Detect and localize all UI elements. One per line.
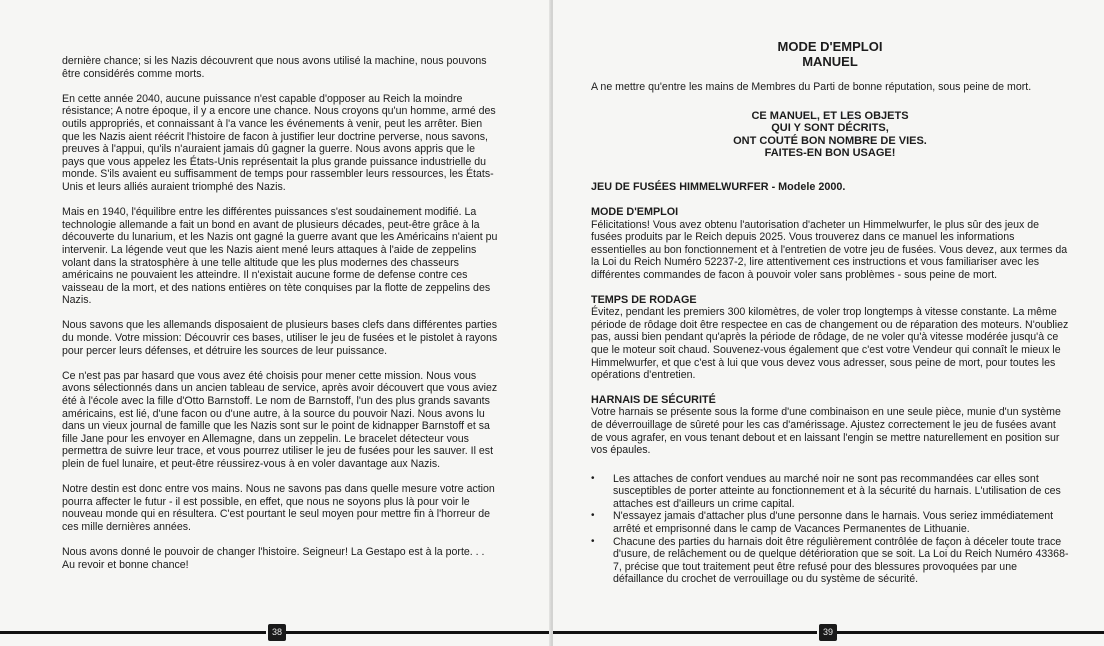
paragraph: Nous savons que les allemands disposaient de plusieurs bases clefs dans différentes parties du monde. Votre mission: Découvrir ces bases, utiliser le jeu de fusées et le pistolet à rayons pour percer leurs défenses, et détruire les sources de leur puissance. <box>62 319 498 357</box>
paragraph: dernière chance; si les Nazis découvrent que nous avons utilisé la machine, nous pouvons être considérés comme morts. <box>62 55 487 80</box>
footer-rule-left <box>553 631 817 634</box>
left-page <box>0 0 551 646</box>
list-item: • N'essayez jamais d'attacher plus d'une personne dans le harnais. Vous seriez immédiatement arrêté et emprisonné dans le camp de Vacances Permanentes de Lithuanie. <box>591 510 1069 535</box>
section-heading-rodage: TEMPS DE RODAGE <box>591 293 697 306</box>
product-heading: JEU DE FUSÉES HIMMELWURFER - Modele 2000. <box>591 181 846 194</box>
footer-rule-left <box>0 631 266 634</box>
footer-rule-right <box>837 631 1104 634</box>
right-page-text <box>591 40 1069 586</box>
warning-line: CE MANUEL, ET LES OBJETS <box>751 109 909 122</box>
footer-rule-right <box>286 631 549 634</box>
manual-subtitle: MANUEL <box>802 53 858 69</box>
paragraph: Notre destin est donc entre vos mains. Nous ne savons pas dans quelle mesure votre action pourra affecter le futur - il est possible, en effet, que nous ne soyons plus là pour voir le nouveau monde qui en résultera. C'est pourtant le seul moyen pour mettre fin à l'horreur de ces mille dernières années. <box>62 483 495 533</box>
warning-line: QUI Y SONT DÉCRITS, <box>771 122 889 135</box>
section-body: Félicitations! Vous avez obtenu l'autorisation d'acheter un Himmelwurfer, le plus sûr des jeux de fusées produits par le Reich depuis 2025. Vous trouverez dans ce manuel les informations essentielles au bon fonctionnement et à l'entretien de votre jeu de fusées. Vous devez, aux termes da la Loi du Reich Numéro 52237-2, lire attentivement ces instructions et vous familiariser avec les différentes commandes de facon à pouvoir voler sans problèmes - sous peine de mort. <box>591 218 1068 281</box>
left-page-text <box>62 55 498 584</box>
section-body: Évitez, pendant les premiers 300 kilomètres, de voler trop longtemps à vitesse constante. La même période de rôdage doit être respectee en cas de changement ou de réparation des moteurs. N'oubliez pas, aussi bien pendant qu'après la période de rôdage, de ne voler qu'à vitesse modérée jusqu'à ce que le moteur soit chaud. Souvenez-vous également que c'est votre Vendeur qui connaît le mieux le Himmelwurfer, et que c'est à lui que vous devez vous adresser, sous peine de mort, pour toutes les opérations d'entretien. <box>591 306 1069 382</box>
manual-title: MODE D'EMPLOI <box>777 39 883 54</box>
list-item: • Chacune des parties du harnais doit être régulièrement contrôlée de façon à déceler toute trace d'usure, de relâchement ou de quelque détérioration que se soit. La Loi du Reich Numéro 43368-7, précise que tout traitement peut être refusé pour des blessures provoquées par une défaillance du crochet de verrouillage ou du système de sécurité. <box>591 536 1069 586</box>
paragraph: En cette année 2040, aucune puissance n'est capable d'opposer au Reich la moindre résistance; A notre époque, il y a encore une chance. Nous croyons qu'un homme, armé des outils appropriés, et connaissant à l'a vance les événements à venir, peut les arrêter. Bien que les Nazis aient réécrit l'histoire de facon à justifier leur doctrine perverse, nous savons, preuves à l'appui, qu'ils n'auraient jamais dû gagner la guerre. Nous avons appris que le pays que vous appelez les États-Unis représentait la plus grande puissance industrielle du monde. S'ils avaient eu suffisamment de temps pour rassembler leurs ressources, les États-Unis et leurs alliés auraient triomphé des Nazis. <box>62 92 496 193</box>
section-heading-harnais: HARNAIS DE SÉCURITÉ <box>591 393 716 406</box>
section-heading-mode-emploi: MODE D'EMPLOI <box>591 206 679 218</box>
paragraph: Mais en 1940, l'équilibre entre les différentes puissances s'est soudainement modifié. La technologie allemande a fait un bond en avant de plusieurs décades, peut-être grâce à la découverte du lunarium, et les Nazis ont gagné la guerre avant que les Américains n'aient pu intervenir. La légende veut que les Nazis aient mené leurs attaques à l'aide de zeppelins volant dans la stratosphère à une telle altitude que les plus modernes des chasseurs américains ne pouvaient les atteindre. Il n'existait aucune forme de defense contre ces vaisseau de la mort, et des nations entières on tète conquises par la flotte de zeppelins des Nazis. <box>62 206 498 307</box>
section-body: Votre harnais se présente sous la forme d'une combinaison en une seule pièce, munie d'un système de déverrouillage de sûreté pour les cas d'amérissage. Ajustez correctement le jeu de fusées avant de vous agrafer, en vous tenant debout et en laissant l'engin se mettre naturellement en position sur vos épaules. <box>591 406 1061 457</box>
right-page <box>553 0 1104 646</box>
warning-line: FAITES-EN BON USAGE! <box>764 147 896 159</box>
intro-text: A ne mettre qu'entre les mains de Membres du Parti de bonne réputation, sous peine de mort. <box>591 81 1032 94</box>
paragraph: Nous avons donné le pouvoir de changer l'histoire. Seigneur! La Gestapo est à la porte. . . Au revoir et bonne chance! <box>62 546 485 571</box>
paragraph: Ce n'est pas par hasard que vous avez été choisis pour mener cette mission. Nous vous avons sélectionnés dans un ancien tableau de service, après avoir découvert que vous aviez été à l'école avec la fille d'Otto Barnstoff. Le nom de Barnstoff, l'un des plus grands savants américains, est lié, d'une facon ou d'une autre, à la source du pouvoir Nazi. Nous avons lu dans un vieux journal de famille que les Nazis sont sur le point de kidnapper Barnstoff et sa fille Jane pour les envoyer en Allemagne, dans un zeppelin. Le bracelet détecteur vous permettra de suivre leur trace, et vous pourrez utiliser le jeu de fusées pour les sauver. Il est plein de fuel lunaire, et peut-être réussirez-vous à en voler davantage aux Nazis. <box>62 369 498 470</box>
warning-line: ONT COUTÉ BON NOMBRE DE VIES. <box>733 134 927 147</box>
page-number-38: 38 <box>268 624 286 641</box>
page-number-39: 39 <box>819 624 837 641</box>
bullet-list <box>591 473 1069 586</box>
list-item: • Les attaches de confort vendues au marché noir ne sont pas recommandées car elles sont susceptibles de porter atteinte au fonctionnement et à la sécurité du harnais. L'utilisation de ces attaches est d'ailleurs un crime capital. <box>591 473 1069 511</box>
